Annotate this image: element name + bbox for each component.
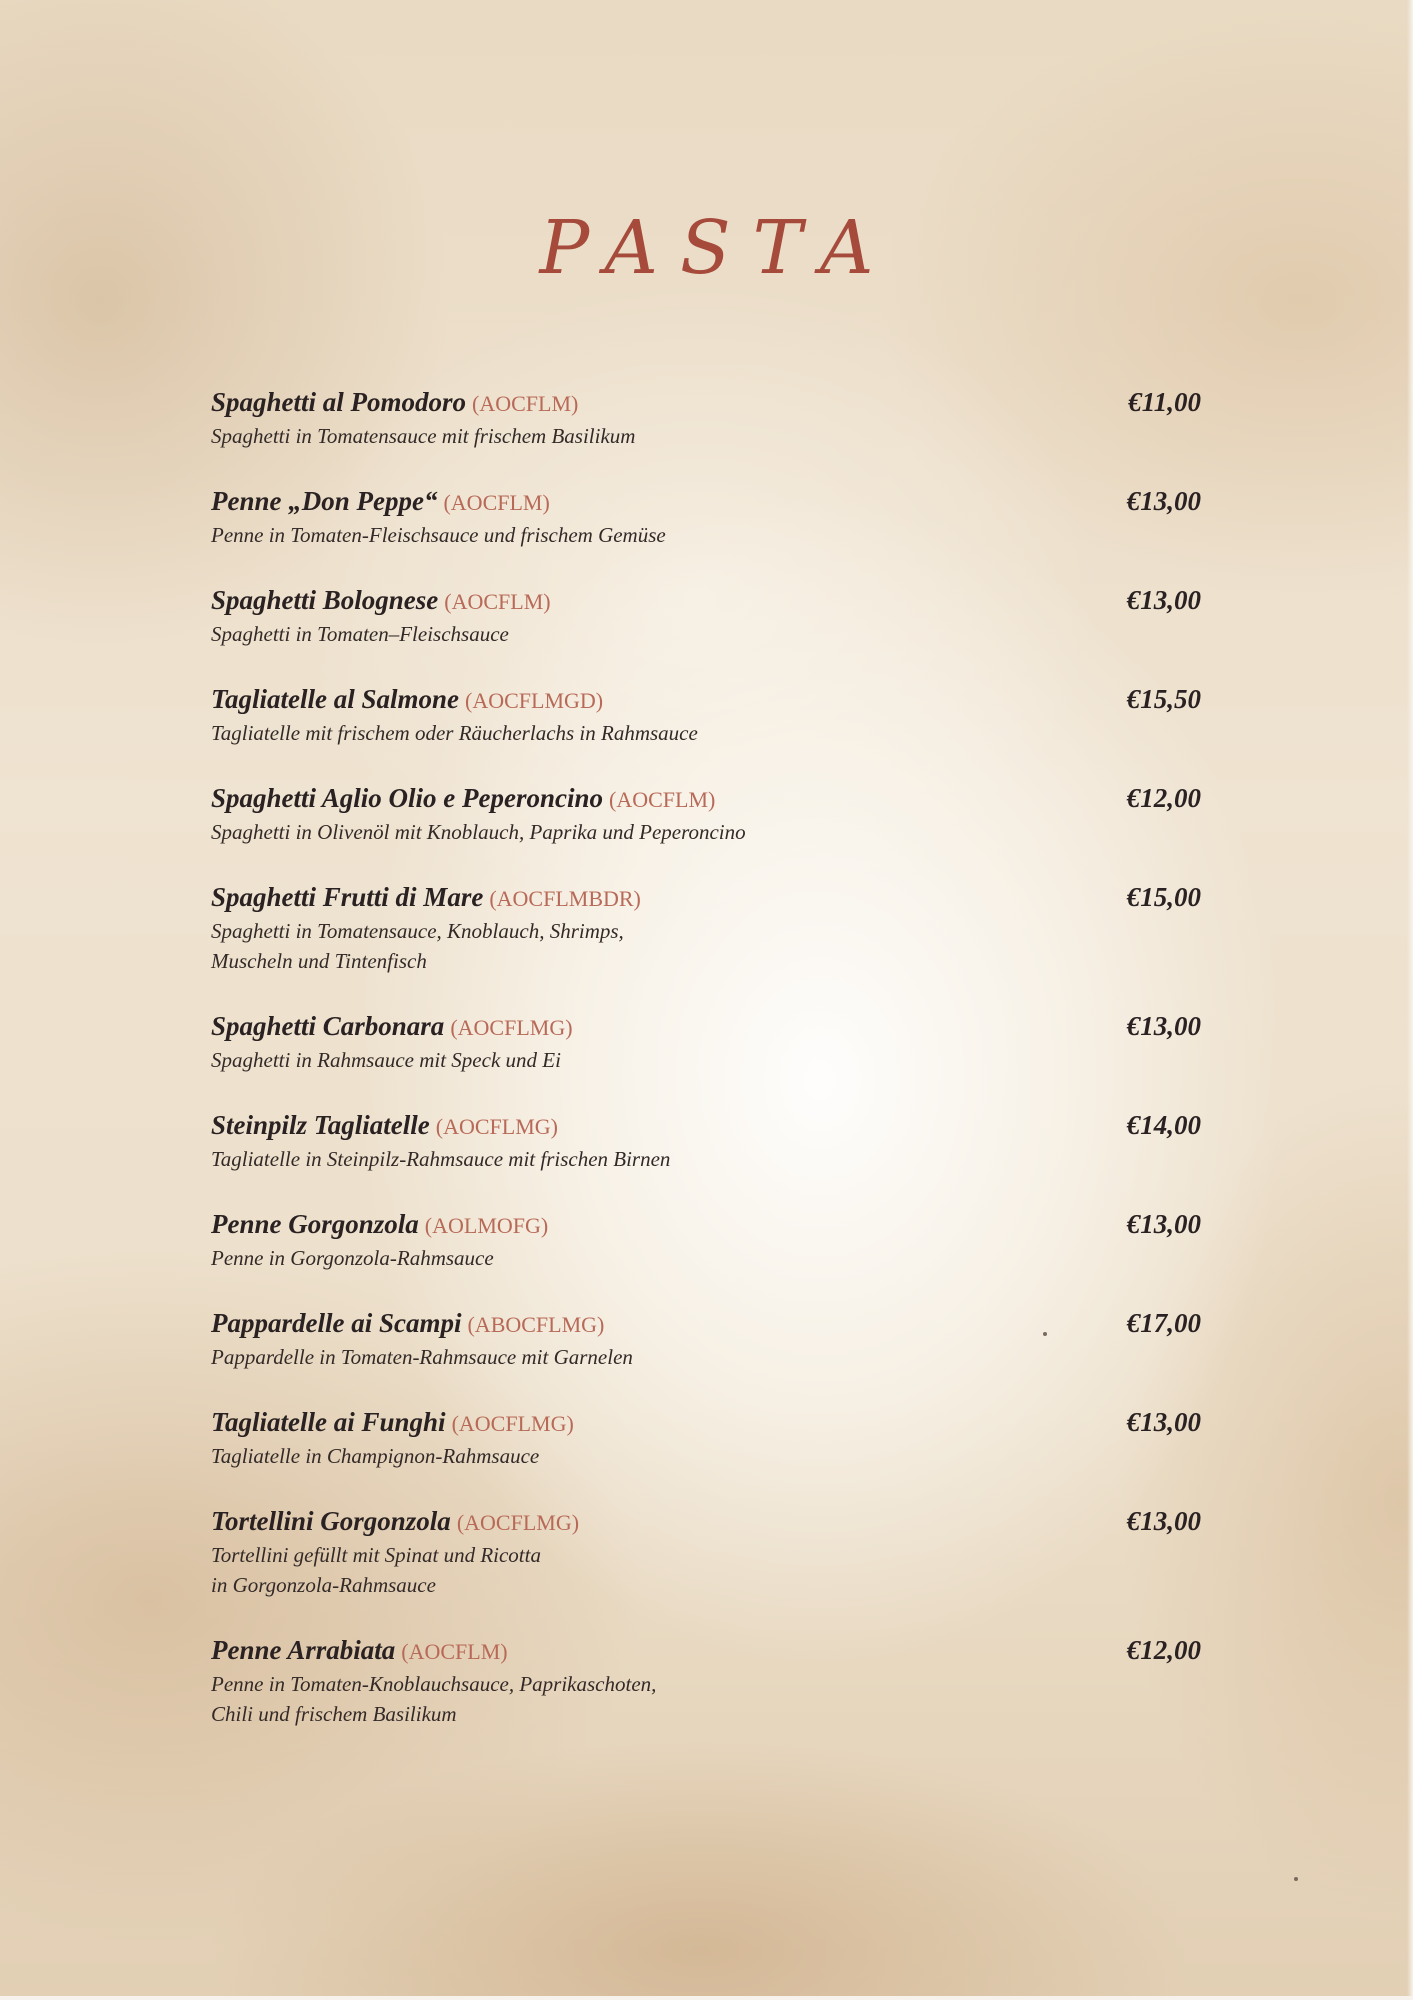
dish-price: €11,00: [1128, 387, 1201, 417]
menu-title: PASTA: [539, 205, 896, 291]
menu-item: [211, 1633, 1201, 1729]
dish-description: Spaghetti in Tomatensauce mit frischem Basilikum: [211, 424, 636, 448]
paper-edge-bottom: [0, 1996, 1413, 2000]
dish-description: Spaghetti in Olivenöl mit Knoblauch, Paprika und Peperoncino: [211, 820, 746, 844]
dish-price: €13,00: [1126, 585, 1201, 615]
dish-price: €13,00: [1126, 1506, 1201, 1536]
dish-name: Penne „Don Peppe“: [211, 486, 438, 516]
dish-heading: [211, 583, 1201, 619]
menu-item: [211, 385, 1201, 451]
dish-name: Pappardelle ai Scampi: [211, 1308, 462, 1338]
allergen-codes: (AOCFLMG): [456, 1510, 580, 1535]
menu-item: [211, 880, 1201, 976]
dish-price: €17,00: [1126, 1308, 1201, 1338]
dish-description: Penne in Gorgonzola-Rahmsauce: [211, 1246, 494, 1270]
allergen-codes: (ABOCFLMG): [467, 1312, 605, 1337]
dish-heading: [211, 1405, 1201, 1441]
dish-name: Tagliatelle al Salmone: [211, 684, 460, 714]
dish-name: Spaghetti Carbonara: [211, 1011, 445, 1041]
dish-name: Spaghetti Bolognese: [211, 585, 439, 615]
dish-price: €13,00: [1126, 1407, 1201, 1437]
allergen-codes: (AOCFLM): [609, 787, 716, 812]
dish-description: Tortellini gefüllt mit Spinat und Ricotta: [211, 1543, 541, 1567]
menu-item: [211, 1207, 1201, 1273]
dish-name: Spaghetti Frutti di Mare: [211, 882, 484, 912]
dish-price: €13,00: [1126, 486, 1201, 516]
allergen-codes: (AOCFLM): [401, 1639, 508, 1664]
dish-heading: [211, 1633, 1201, 1669]
dish-description: Pappardelle in Tomaten-Rahmsauce mit Garnelen: [211, 1345, 633, 1369]
dish-description: Tagliatelle mit frischem oder Räucherlachs in Rahmsauce: [211, 721, 698, 745]
paper-edge-right: [1407, 0, 1413, 2000]
dish-description: Tagliatelle in Champignon-Rahmsauce: [211, 1444, 540, 1468]
menu-item: [211, 1306, 1201, 1372]
dish-price: €12,00: [1126, 783, 1201, 813]
menu-list: [211, 385, 1201, 1762]
dish-description-line2: Muscheln und Tintenfisch: [211, 949, 427, 973]
allergen-codes: (AOCFLMG): [435, 1114, 559, 1139]
dish-description-line2: Chili und frischem Basilikum: [211, 1702, 457, 1726]
dish-price: €13,00: [1126, 1011, 1201, 1041]
dish-description: Spaghetti in Rahmsauce mit Speck und Ei: [211, 1048, 561, 1072]
dish-description: Spaghetti in Tomatensauce, Knoblauch, Shrimps,: [211, 919, 624, 943]
allergen-codes: (AOCFLMG): [450, 1015, 573, 1040]
menu-item: [211, 781, 1201, 847]
menu-item: [211, 682, 1201, 748]
menu-item: [211, 1405, 1201, 1471]
allergen-codes: (AOCFLM): [443, 490, 550, 515]
dish-name: Penne Arrabiata: [211, 1635, 396, 1665]
allergen-codes: (AOCFLM): [472, 391, 579, 416]
dish-heading: [211, 1306, 1201, 1342]
dish-name: Steinpilz Tagliatelle: [211, 1110, 430, 1140]
menu-item: [211, 1009, 1201, 1075]
dish-name: Spaghetti Aglio Olio e Peperoncino: [211, 783, 604, 813]
dish-name: Spaghetti al Pomodoro: [211, 387, 467, 417]
dish-description: Tagliatelle in Steinpilz-Rahmsauce mit frischen Birnen: [211, 1147, 671, 1171]
dish-description: Penne in Tomaten-Knoblauchsauce, Paprikaschoten,: [211, 1672, 657, 1696]
dish-heading: [211, 781, 1201, 817]
dish-price: €15,00: [1126, 882, 1201, 912]
dish-price: €13,00: [1126, 1209, 1201, 1239]
menu-item: [211, 484, 1201, 550]
dish-heading: [211, 1504, 1201, 1540]
dish-name: Penne Gorgonzola: [211, 1209, 419, 1239]
dish-name: Tortellini Gorgonzola: [211, 1506, 451, 1536]
dish-heading: [211, 1108, 1201, 1144]
dish-heading: [211, 484, 1201, 520]
paper-speck: [1294, 1877, 1298, 1881]
dish-price: €12,00: [1126, 1635, 1201, 1665]
menu-item: [211, 583, 1201, 649]
dish-price: €14,00: [1126, 1110, 1201, 1140]
dish-heading: [211, 385, 1201, 421]
allergen-codes: (AOCFLMGD): [465, 688, 604, 713]
dish-description: Penne in Tomaten-Fleischsauce und frischem Gemüse: [211, 523, 666, 547]
dish-heading: [211, 682, 1201, 718]
dish-name: Tagliatelle ai Funghi: [211, 1407, 446, 1437]
dish-heading: [211, 880, 1201, 916]
allergen-codes: (AOCFLMBDR): [489, 886, 641, 911]
allergen-codes: (AOCFLM): [444, 589, 551, 614]
menu-item: [211, 1504, 1201, 1600]
dish-heading: [211, 1207, 1201, 1243]
menu-item: [211, 1108, 1201, 1174]
dish-heading: [211, 1009, 1201, 1045]
dish-description: Spaghetti in Tomaten–Fleischsauce: [211, 622, 509, 646]
allergen-codes: (AOCFLMG): [451, 1411, 574, 1436]
dish-description-line2: in Gorgonzola-Rahmsauce: [211, 1573, 436, 1597]
allergen-codes: (AOLMOFG): [424, 1213, 549, 1238]
dish-price: €15,50: [1126, 684, 1201, 714]
